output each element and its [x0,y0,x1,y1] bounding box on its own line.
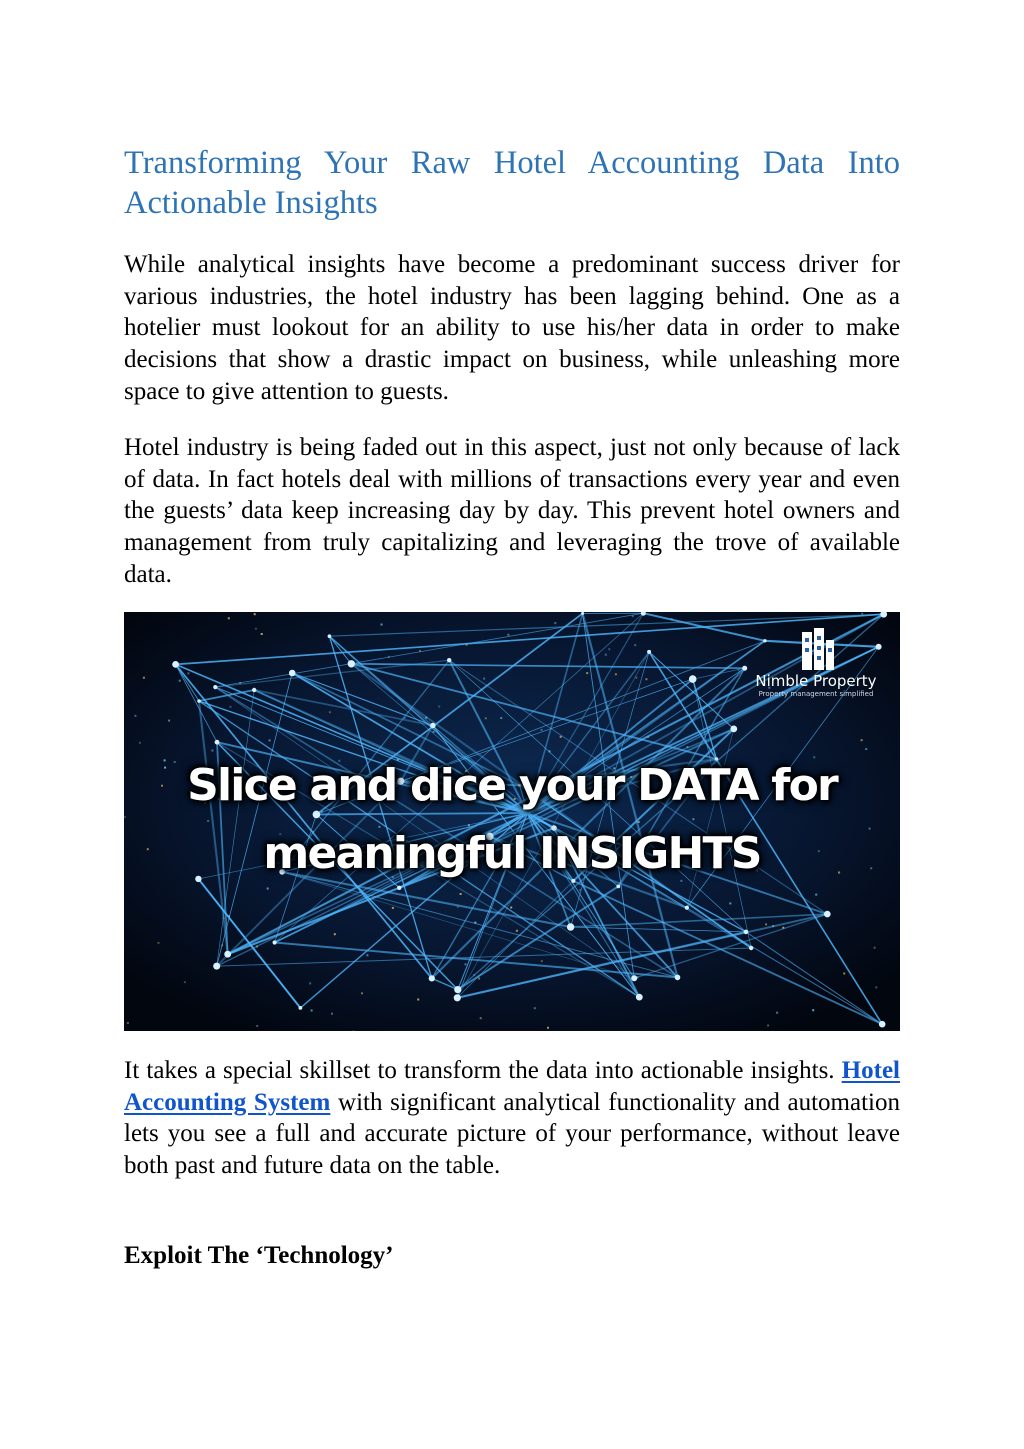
city-light [331,1013,333,1015]
city-light [309,982,311,984]
city-light [207,820,209,822]
network-node [299,1006,303,1010]
network-node [289,670,296,677]
paragraph-skillset-text-before: It takes a special skillset to transform the data into actionable insights. [124,1057,842,1084]
network-node [616,885,620,889]
city-light [134,715,136,717]
city-light [267,888,269,890]
city-light [478,978,480,980]
city-light [605,654,607,656]
city-light [460,893,462,895]
city-light [875,986,877,988]
city-light [179,680,181,682]
city-light [776,1012,778,1014]
network-node [675,975,681,981]
city-light [255,628,257,630]
network-node [224,951,231,958]
city-light [211,750,213,752]
network-node [429,975,435,981]
city-light [510,907,512,909]
city-light [729,902,731,904]
city-light [767,1025,769,1027]
logo-tagline: Property management simplified [758,690,874,698]
banner-image [124,612,900,1031]
city-light [256,1025,258,1027]
city-light [692,818,694,820]
city-light [634,644,636,646]
section-heading: Exploit The ‘Technology’ [124,1242,394,1269]
city-light [507,634,509,636]
hotel-accounting-system-link[interactable]: Hotel Accounting System [124,1057,900,1116]
city-light [516,930,518,932]
city-light [334,933,336,935]
network-node [328,634,332,638]
city-light [874,947,876,949]
city-light [127,1022,129,1024]
banner-headline-line2: meaningful INSIGHTS [263,828,761,879]
network-node [213,685,217,689]
banner-headline-line1: Slice and dice your DATA for [187,760,837,811]
city-light [311,1010,313,1012]
city-light [187,672,189,674]
network-node [571,879,575,883]
network-node [647,650,651,654]
city-light [269,739,271,741]
city-light [812,1009,814,1011]
network-node [213,963,220,970]
city-light [254,613,256,615]
city-light [608,648,610,650]
network-node [730,726,737,733]
city-light [541,729,543,731]
city-light [392,907,394,909]
city-light [547,1027,549,1029]
city-light [228,617,230,619]
city-light [865,748,867,750]
city-light [417,999,419,1001]
network-node [824,911,831,918]
city-light [483,678,485,680]
city-light [480,1017,482,1019]
paragraph-skillset-text-after: with significant analytical functionality and automation lets you see a full and accurate picture of your performance, without leave both past and future data on the table. [124,1088,900,1180]
network-node [879,1021,886,1028]
city-light [861,739,863,741]
building-logo-icon [796,626,836,672]
nimble-property-logo [746,626,886,718]
network-node [430,723,435,728]
network-node [689,675,697,683]
city-light [124,816,126,818]
network-node [197,699,201,703]
network-node [581,612,584,615]
network-node [454,986,461,993]
city-light [143,677,145,679]
network-node [685,906,689,910]
city-light [645,678,647,680]
network-node [447,658,451,662]
article-title: Transforming Your Raw Hotel Accounting Data Into Actionable Insights [124,145,900,221]
network-node [252,688,256,692]
city-light [184,981,186,983]
paragraph-industry: Hotel industry is being faded out in this aspect, just not only because of lack of data. In fact hotels deal with millions of transactions every year and even the guests’ data keep increasing day by day. This prevent hotel owners and management from truly capitalizing and leveraging the trove of available data. [124,434,900,588]
city-light [361,992,363,994]
city-light [813,756,815,758]
city-light [500,717,502,719]
city-light [765,923,767,925]
city-light [843,973,845,975]
city-light [541,960,543,962]
network-node [397,886,401,890]
city-light [438,706,440,708]
logo-name: Nimble Property [755,672,877,690]
city-light [230,706,232,708]
city-light [680,880,682,882]
network-node [567,923,574,930]
network-node [454,994,461,1001]
city-light [485,717,487,719]
network-node [631,975,637,981]
city-light [586,672,588,674]
paragraph-skillset [124,1055,900,1182]
city-light [353,1030,355,1031]
network-node [273,940,277,944]
city-light [615,673,617,675]
network-node [215,740,220,745]
city-light [139,742,141,744]
network-node [744,930,749,935]
network-node [348,660,355,667]
city-light [815,894,817,896]
city-light [366,954,368,956]
city-light [534,1007,536,1009]
city-light [329,711,331,713]
paragraph-intro: While analytical insights have become a predominant success driver for various industries, the hotel industry has been lagging behind. One as a hotelier must lookout for an ability to use his/her data in order to make decisions that show a drastic impact on business, while unleashing more space to give attention to guests. [124,251,900,405]
network-node [172,661,179,668]
city-light [168,720,170,722]
network-node [313,811,321,819]
city-light [261,633,263,635]
city-light [465,963,467,965]
city-light [158,942,160,944]
network-node [636,994,643,1001]
network-node [749,946,753,950]
city-light [381,624,383,626]
city-light [554,622,556,624]
